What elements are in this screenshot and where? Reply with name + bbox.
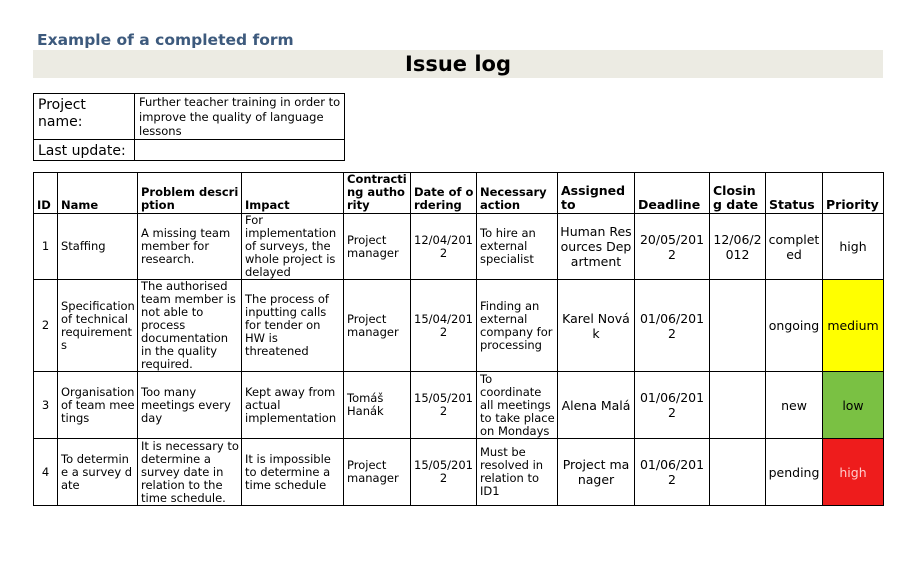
cell-problem: Too many meetings every day xyxy=(138,372,242,439)
table-row xyxy=(34,214,884,280)
cell-date: 15/05/2012 xyxy=(411,439,477,506)
cell-closing xyxy=(710,280,766,372)
cell-closing xyxy=(710,439,766,506)
cell-name: Organisation of team meetings xyxy=(58,372,138,439)
cell-deadline: 01/06/2012 xyxy=(635,372,710,439)
cell-action: To coordinate all meetings to take place on Mondays xyxy=(477,372,558,439)
cell-priority: medium xyxy=(823,280,884,372)
header-action: Necessary action xyxy=(477,173,558,214)
cell-id: 4 xyxy=(34,439,58,506)
cell-impact: Kept away from actual implementation xyxy=(242,372,344,439)
table-row xyxy=(34,439,884,506)
cell-impact: For implementation of surveys, the whole project is delayed xyxy=(242,214,344,280)
cell-status: completed xyxy=(766,214,823,280)
cell-date: 12/04/2012 xyxy=(411,214,477,280)
cell-assigned: Karel Novák xyxy=(558,280,635,372)
header-deadline: Deadline xyxy=(635,173,710,214)
header-name: Name xyxy=(58,173,138,214)
last-update-value xyxy=(135,139,345,160)
cell-status: new xyxy=(766,372,823,439)
header-assigned: Assigned to xyxy=(558,173,635,214)
cell-authority: Project manager xyxy=(344,214,411,280)
cell-name: To determine a survey date xyxy=(58,439,138,506)
issue-log-table xyxy=(33,172,884,506)
project-info-table xyxy=(33,93,345,161)
form-heading: Example of a completed form xyxy=(37,31,294,49)
cell-problem: The authorised team member is not able to process documentation in the quality required. xyxy=(138,280,242,372)
cell-status: ongoing xyxy=(766,280,823,372)
cell-date: 15/04/2012 xyxy=(411,280,477,372)
cell-status: pending xyxy=(766,439,823,506)
header-authority: Contracting authority xyxy=(344,173,411,214)
header-id: ID xyxy=(34,173,58,214)
last-update-label: Last update: xyxy=(34,139,135,160)
project-name-value: Further teacher training in order to improve the quality of language lessons xyxy=(135,94,345,140)
cell-priority: high xyxy=(823,439,884,506)
cell-assigned: Human Resources Department xyxy=(558,214,635,280)
document-title: Issue log xyxy=(405,52,511,76)
cell-impact: The process of inputting calls for tender on HW is threatened xyxy=(242,280,344,372)
table-row xyxy=(34,372,884,439)
cell-deadline: 01/06/2012 xyxy=(635,439,710,506)
header-date: Date of ordering xyxy=(411,173,477,214)
cell-problem: It is necessary to determine a survey date in relation to the time schedule. xyxy=(138,439,242,506)
cell-priority: high xyxy=(823,214,884,280)
cell-name: Specification of technical requirements xyxy=(58,280,138,372)
cell-deadline: 20/05/2012 xyxy=(635,214,710,280)
header-closing: Closing date xyxy=(710,173,766,214)
cell-priority: low xyxy=(823,372,884,439)
title-bar xyxy=(33,50,883,78)
cell-name: Staffing xyxy=(58,214,138,280)
cell-action: Finding an external company for processing xyxy=(477,280,558,372)
header-row xyxy=(34,173,884,214)
header-status: Status xyxy=(766,173,823,214)
cell-authority: Project manager xyxy=(344,439,411,506)
cell-problem: A missing team member for research. xyxy=(138,214,242,280)
cell-deadline: 01/06/2012 xyxy=(635,280,710,372)
cell-date: 15/05/2012 xyxy=(411,372,477,439)
cell-assigned: Project manager xyxy=(558,439,635,506)
cell-id: 2 xyxy=(34,280,58,372)
cell-impact: It is impossible to determine a time schedule xyxy=(242,439,344,506)
header-priority: Priority xyxy=(823,173,884,214)
cell-closing xyxy=(710,372,766,439)
header-problem: Problem description xyxy=(138,173,242,214)
cell-id: 1 xyxy=(34,214,58,280)
header-impact: Impact xyxy=(242,173,344,214)
cell-assigned: Alena Malá xyxy=(558,372,635,439)
cell-authority: Tomáš Hanák xyxy=(344,372,411,439)
project-name-label: Project name: xyxy=(34,94,135,140)
cell-action: Must be resolved in relation to ID1 xyxy=(477,439,558,506)
cell-action: To hire an external specialist xyxy=(477,214,558,280)
table-row xyxy=(34,280,884,372)
cell-closing: 12/06/2012 xyxy=(710,214,766,280)
cell-authority: Project manager xyxy=(344,280,411,372)
cell-id: 3 xyxy=(34,372,58,439)
